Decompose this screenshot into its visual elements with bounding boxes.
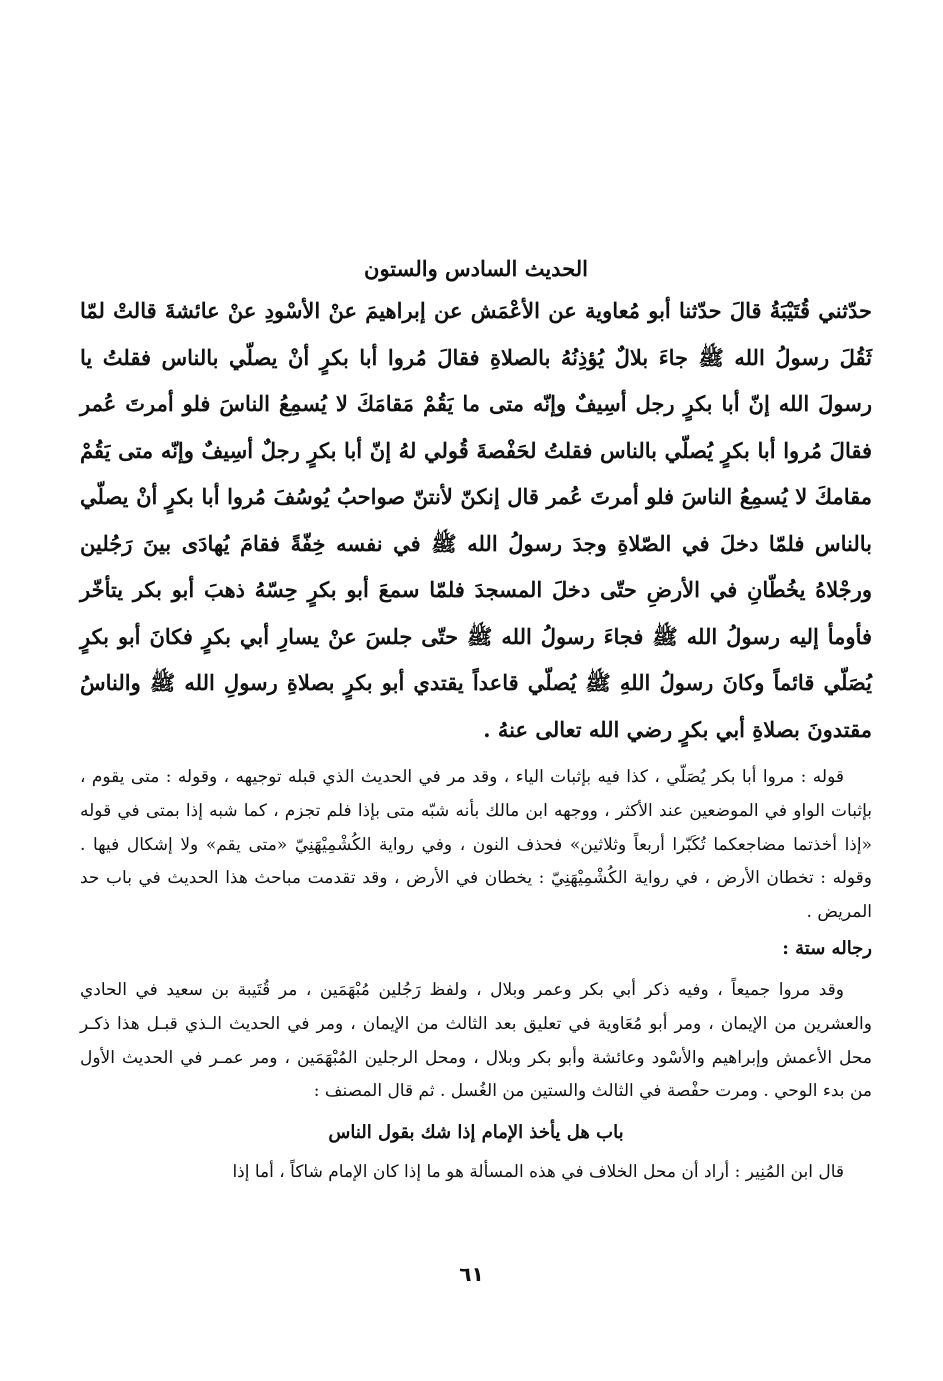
hadith-text: حدّثني قُتَيْبَةُ قالَ حدّثنا أبو مُعاوية عن الأعْمَش عن إبراهيمَ عنْ الأسْودِ عنْ عائشةَ قالتْ لمّا ثَقُلَ رسولُ الله ﷺ جاءَ بلالٌ يُؤذِنُهُ بالصلاةِ فقالَ مُروا أبا بكرٍ أنْ يصلّي بالناس فقلتُ يا رسولَ الله إنّ أبا بكرٍ رجل أسِيفٌ وإنّه متى ما يَقُمْ مَقامَكَ لا يُسمِعُ الناسَ فلو أمرتَ عُمر فقالَ مُروا أبا بكرٍ يُصلّي بالناس فقلتُ لحَفْصةَ قُولي لهُ إنّ أبا بكرٍ رجلٌ أسِيفٌ وإنّه متى يَقُمْ مقامكَ لا يُسمِعُ الناسَ فلو أمرتَ عُمر قال إنكنّ لأنتنّ صواحبُ يُوسُفَ مُروا أبا بكرٍ أنْ يصلّي بالناس فلمّا دخلَ في الصّلاةِ وجدَ رسولُ الله ﷺ في نفسه خِفّةً فقامَ يُهادَى بينَ رَجُلين ورجْلاهُ يخُطّانِ في الأرضِ حتّى دخلَ المسجدَ فلمّا سمعَ أبو بكرٍ حِسّهُ ذهبَ أبو بكر يتأخّر فأومأ إليه رسولُ الله ﷺ فجاءَ رسولُ الله ﷺ حتّى جلسَ عنْ يسارِ أبي بكرٍ فكانَ أبو بكرٍ يُصَلّي قائماً وكانَ رسولُ اللهِ ﷺ يُصلّي قاعداً يقتدي أبو بكرٍ بصلاةِ رسولِ الله ﷺ والناسُ مقتدونَ بصلاةِ أبي بكرٍ رضي الله تعالى عنهُ . (80, 298, 872, 742)
page-number: ٦١ (459, 1262, 484, 1286)
document-page (80, 252, 872, 1189)
chapter-title: باب هل يأخذ الإمام إذا شك بقول الناس (328, 1122, 624, 1144)
hadith-title: الحديث السادس والستون (364, 256, 588, 281)
commentary-paragraph: قوله : مروا أبا بكر يُصَلّي ، كذا فيه بإثبات الياء ، وقد مر في الحديث الذي قبله توجيهه ، وقوله : متى يقوم ، بإثبات الواو في الموضعين عند الأكثر ، ووجهه ابن مالك بأنه شبّه متى بإذا فلم تجزم ، كما شبه إذا بمتى في قوله «إذا أخذتما مضاجعكما تُكَبّرا أربعاً وثلاثين» فحذف النون ، وفي رواية الكُشْمِيْهَنِيّ «متى يقم» ولا إشكال فيها . وقوله : تخطان الأرض ، في رواية الكُشْمِيْهَنِيّ : يخطان في الأرض ، وقد تقدمت مباحث هذا الحديث في باب حد المريض . (80, 767, 872, 923)
narrators-heading: رجاله ستة : (782, 937, 872, 959)
chapter-first-line: قال ابن المُنِير : أراد أن محل الخلاف في هذه المسألة هو ما إذا كان الإمام شاكاً ، أما إذا (232, 1162, 844, 1183)
narrators-paragraph: وقد مروا جميعاً ، وفيه ذكر أبي بكر وعمر وبلال ، ولفظ رَجُلين مُبْهَمَين ، مر قُتَيبة بن سعيد في الحادي والعشرين من الإيمان ، ومر أبو مُعَاوية في تعليق بعد الثالث من الإيمان ، ومر في الحديث الـذي قبـل هذا ذكـر محل الأعمش وإبراهيم والأسْود وعائشة وأبو بكر وبلال ، ومحل الرجلين المُبْهَمَين ، ومر عمـر في الحديث الأول من بدء الوحي . ومرت حفْصة في الثالث والستين من الغُسل . ثم قال المصنف : (80, 979, 872, 1102)
